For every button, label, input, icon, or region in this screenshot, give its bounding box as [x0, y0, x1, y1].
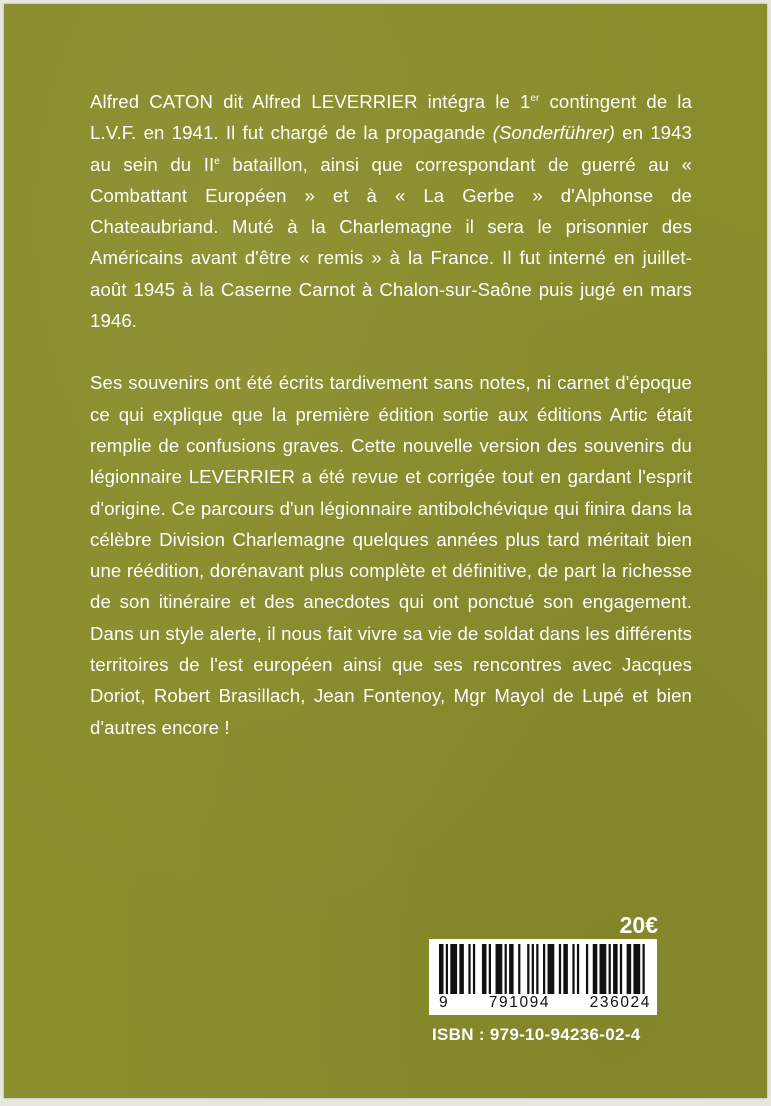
barcode-bar [536, 944, 538, 994]
barcode-bar [642, 944, 644, 994]
barcode-bar [548, 944, 555, 994]
ordinal-superscript: er [530, 93, 540, 104]
barcode-bar [489, 944, 491, 994]
barcode-bar [633, 944, 640, 994]
barcode-bar [450, 944, 457, 994]
blurb-paragraph-2: Ses souvenirs ont été écrits tardivement sans notes, ni carnet d'époque ce qui explique que la première édition sortie aux éditions Artic était remplie de confusions graves. Cette nouvelle version des souvenirs du légionnaire LEVERRIER a été revue et corrigée tout en gardant l'esprit d'origine. Ce parcours d'un légionnaire antibolchévique qui finira dans la célèbre Division Charlemagne quelques années plus tard méritait bien une réédition, dorénavant plus complète et définitive, de part la richesse de son itinéraire et des anecdotes qui ont ponctué son engagement. Dans un style alerte, il nous fait vivre sa vie de soldat dans les différents territoires de l'est européen ainsi que ses rencontres avec Jacques Doriot, Robert Brasillach, Jean Fontenoy, Mgr Mayol de Lupé et bien d'autres encore ! [90, 372, 692, 738]
barcode-right-digits: 236024 [589, 994, 651, 1011]
barcode-bar [459, 944, 464, 994]
barcode-bar [609, 944, 611, 994]
barcode-bar [505, 944, 507, 994]
barcode-bars [437, 944, 649, 994]
blurb-text: contingent de la L.V.F. en 1941. Il fut chargé de la propagande [90, 91, 692, 144]
isbn: ISBN : 979-10-94236-02-4 [432, 1025, 641, 1044]
barcode-bar [559, 944, 561, 994]
ordinal-superscript: e [214, 155, 220, 167]
back-cover [4, 4, 767, 1098]
blurb-paragraph-1 [90, 86, 692, 336]
barcode-bar [518, 944, 520, 994]
barcode-bar [496, 944, 503, 994]
blurb-text: en 1943 au sein du II [90, 122, 692, 175]
barcode-bar [627, 944, 632, 994]
barcode-digits [429, 994, 657, 1012]
barcode-bar [600, 944, 607, 994]
barcode-bar [577, 944, 579, 994]
barcode-bar [468, 944, 470, 994]
barcode-left-digits: 791094 [488, 994, 551, 1011]
blurb [90, 86, 692, 743]
barcode-bar [572, 944, 574, 994]
barcode-bar [473, 944, 475, 994]
price: 20€ [619, 912, 658, 938]
barcode-bar [527, 944, 529, 994]
barcode [429, 939, 657, 1015]
barcode-bar [586, 944, 588, 994]
blurb-italic: (Sonderführer) [492, 122, 615, 144]
barcode-bar [620, 944, 622, 994]
barcode-bar [482, 944, 487, 994]
barcode-bar [439, 944, 444, 994]
blurb-text: Alfred CATON dit Alfred LEVERRIER intégra le 1 [90, 91, 531, 112]
barcode-bar [543, 944, 545, 994]
barcode-lead-digit: 9 [439, 994, 450, 1011]
barcode-bar [446, 944, 448, 994]
barcode-bar [613, 944, 618, 994]
barcode-bar [532, 944, 534, 994]
barcode-bar [593, 944, 598, 994]
barcode-bar [509, 944, 514, 994]
blurb-text: bataillon, ainsi que correspondant de guerré au « Combattant Européen » et à « La Gerbe » d'Alphonse de Chateaubriand. Muté à la Charlemagne il sera le prisonnier des Américains avant d'être « remis » à la France. Il fut interné en juillet-août 1945 à la Caserne Carnot à Chalon-sur-Saône puis jugé en mars 1946. [90, 153, 693, 332]
barcode-bar [563, 944, 568, 994]
